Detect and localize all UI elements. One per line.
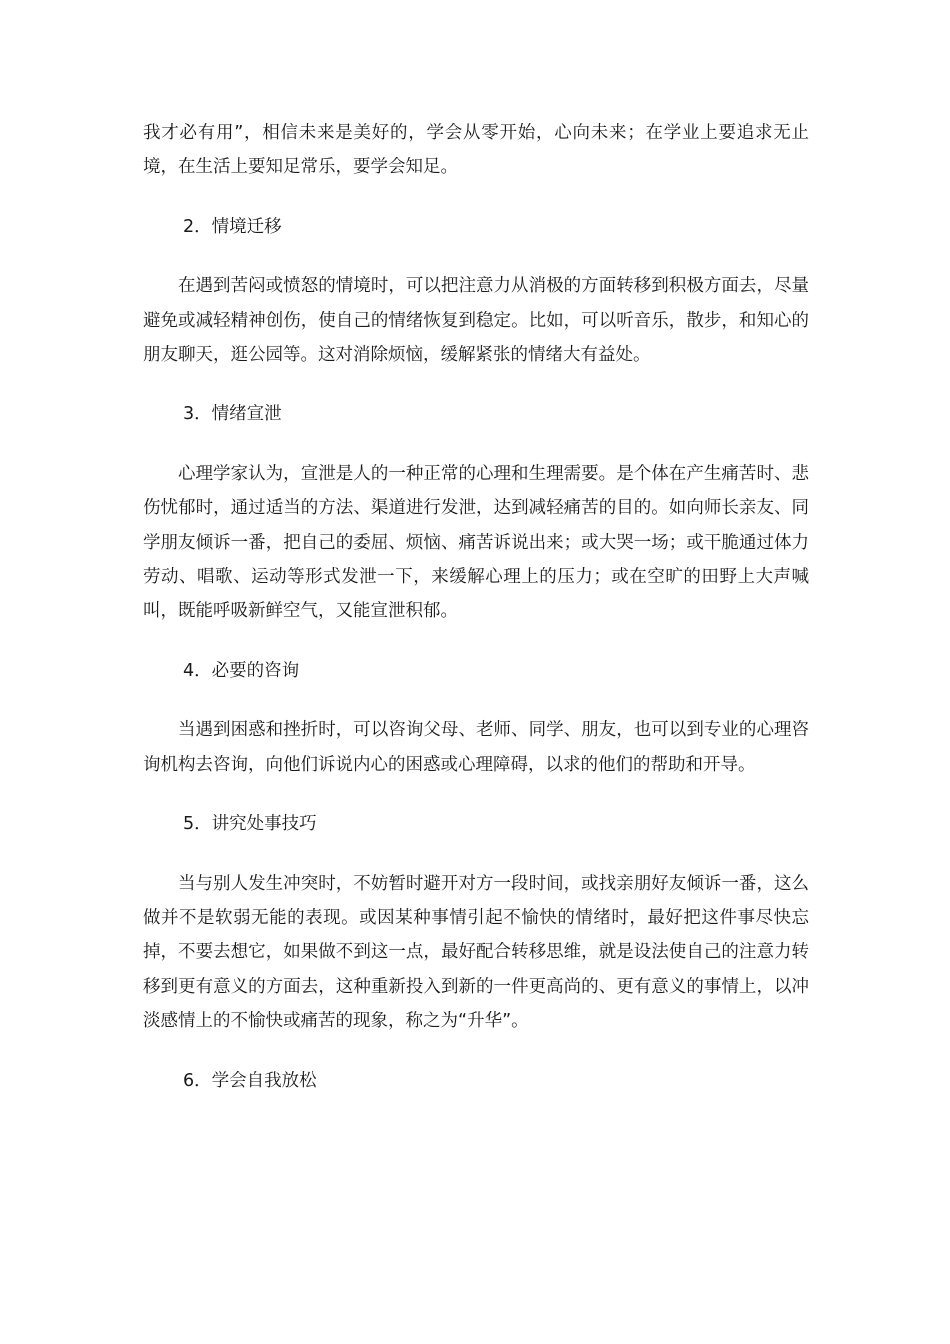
paragraph-continued: 我才必有用”，相信未来是美好的，学会从零开始，心向未来；在学业上要追求无止境，在生活上要知足常乐，要学会知足。 bbox=[143, 123, 809, 178]
section-heading-6: 6．学会自我放松 bbox=[183, 1070, 317, 1091]
section-heading-2: 2．情境迁移 bbox=[183, 216, 282, 237]
section-heading-5: 5．讲究处事技巧 bbox=[183, 814, 317, 835]
paragraph-handling-skills: 当与别人发生冲突时，不妨暂时避开对方一段时间，或找亲朋好友倾诉一番，这么做并不是软弱无能的表现。或因某种事情引起不愉快的情绪时，最好把这件事尽快忘掉，不要去想它，如果做不到这一点，最好配合转移思维，就是设法使自己的注意力转移到更有意义的方面去，这种重新投入到新的一件更高尚的、更有意义的事情上，以冲淡感情上的不愉快或痛苦的现象，称之为“升华”。 bbox=[143, 873, 809, 1032]
paragraph-situation-transfer: 在遇到苦闷或愤怒的情境时，可以把注意力从消极的方面转移到积极方面去，尽量避免或减轻精神创伤，使自己的情绪恢复到稳定。比如，可以听音乐，散步，和知心的朋友聊天，逛公园等。这对消除烦恼，缓解紧张的情绪大有益处。 bbox=[143, 276, 809, 366]
section-heading-3: 3．情绪宣泄 bbox=[183, 404, 282, 425]
document-body bbox=[143, 116, 809, 1098]
paragraph-emotional-release: 心理学家认为，宣泄是人的一种正常的心理和生理需要。是个体在产生痛苦时、悲伤忧郁时，通过适当的方法、渠道进行发泄，达到减轻痛苦的目的。如向师长亲友、同学朋友倾诉一番，把自己的委屈、烦恼、痛苦诉说出来；或大哭一场；或干脆通过体力劳动、唱歌、运动等形式发泄一下，来缓解心理上的压力；或在空旷的田野上大声喊叫，既能呼吸新鲜空气，又能宣泄积郁。 bbox=[143, 463, 809, 622]
section-heading-4: 4．必要的咨询 bbox=[183, 660, 300, 681]
paragraph-consultation: 当遇到困惑和挫折时，可以咨询父母、老师、同学、朋友，也可以到专业的心理咨询机构去咨询，向他们诉说内心的困惑或心理障碍，以求的他们的帮助和开导。 bbox=[143, 720, 809, 775]
